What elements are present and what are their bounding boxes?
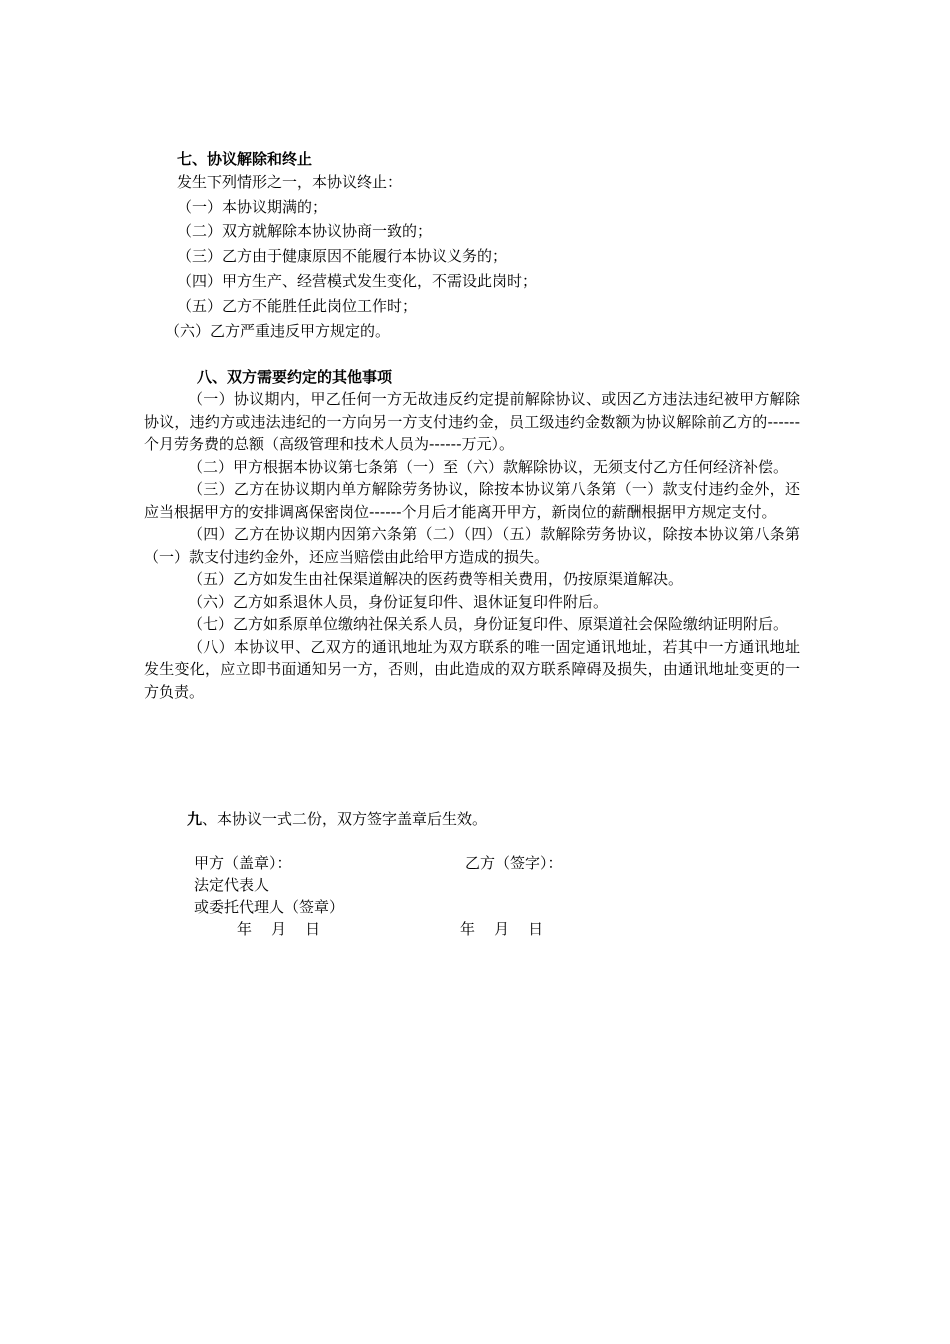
party-a-label: 甲方（盖章）：: [194, 854, 292, 872]
party-b-label: 乙方（签字）：: [465, 854, 563, 872]
section-8-paragraph: （八）本协议甲、乙双方的通讯地址为双方联系的唯一固定通讯地址，若其中一方通讯地址发生变化，应立即书面通知另一方，否则，由此造成的双方联系障碍及损失，由通讯地址变更的一方负责。: [144, 637, 800, 701]
section-9-text: 、本协议一式二份，双方签字盖章后生效。: [202, 810, 488, 828]
section-8-paragraph: （五）乙方如发生由社保渠道解决的医药费等相关费用，仍按原渠道解决。: [188, 570, 684, 588]
section-7-item: （四）甲方生产、经营模式发生变化，不需设此岗时；: [177, 272, 538, 290]
section-8-paragraph: （六）乙方如系退休人员，身份证复印件、退休证复印件附后。: [188, 592, 609, 611]
section-7-item: （二）双方就解除本协议协商一致的；: [177, 222, 433, 240]
section-8-body: [144, 388, 800, 703]
authorized-agent-label: 或委托代理人（签章）: [194, 898, 345, 916]
section-7-item: （三）乙方由于健康原因不能履行本协议义务的；: [177, 247, 508, 265]
section-8-paragraph: （一）协议期内，甲乙任何一方无故违反约定提前解除协议、或因乙方违法违纪被甲方解除协议，违约方或违法违纪的一方向另一方支付违约金，员工级违约金数额为协议解除前乙方的------个月劳务费的总额（高级管理和技术人员为------万元）。: [144, 390, 800, 453]
section-9-number: 九: [187, 810, 203, 828]
section-8-paragraph: （三）乙方在协议期内单方解除劳务协议，除按本协议第八条第（一）款支付违约金外，还应当根据甲方的安排调离保密岗位------个月后才能离开甲方，新岗位的薪酬根据甲方规定支付。: [144, 480, 800, 521]
section-8-paragraph: （二）甲方根据本协议第七条第（一）至（六）款解除协议，无须支付乙方任何经济补偿。: [188, 457, 789, 476]
section-8-title: 八、双方需要约定的其他事项: [197, 368, 393, 386]
section-7-item: （六）乙方严重违反甲方规定的。: [165, 322, 391, 340]
section-8-paragraph: （七）乙方如系原单位缴纳社保关系人员，身份证复印件、原渠道社会保险缴纳证明附后。: [188, 615, 789, 633]
section-7-item: （五）乙方不能胜任此岗位工作时；: [177, 297, 418, 315]
date-line-party-b: 年 月 日: [460, 920, 544, 938]
section-7-intro: 发生下列情形之一，本协议终止：: [177, 173, 403, 191]
legal-representative-label: 法定代表人: [194, 876, 270, 894]
section-8-paragraph: （四）乙方在协议期内因第六条第（二）（四）（五）款解除劳务协议，除按本协议第八条第（一）款支付违约金外，还应当赔偿由此给甲方造成的损失。: [144, 525, 800, 566]
section-7-item: （一）本协议期满的；: [177, 198, 328, 216]
section-9: [187, 809, 487, 829]
date-line-party-a: 年 月 日: [237, 920, 321, 938]
section-7-title: 七、协议解除和终止: [177, 150, 313, 168]
